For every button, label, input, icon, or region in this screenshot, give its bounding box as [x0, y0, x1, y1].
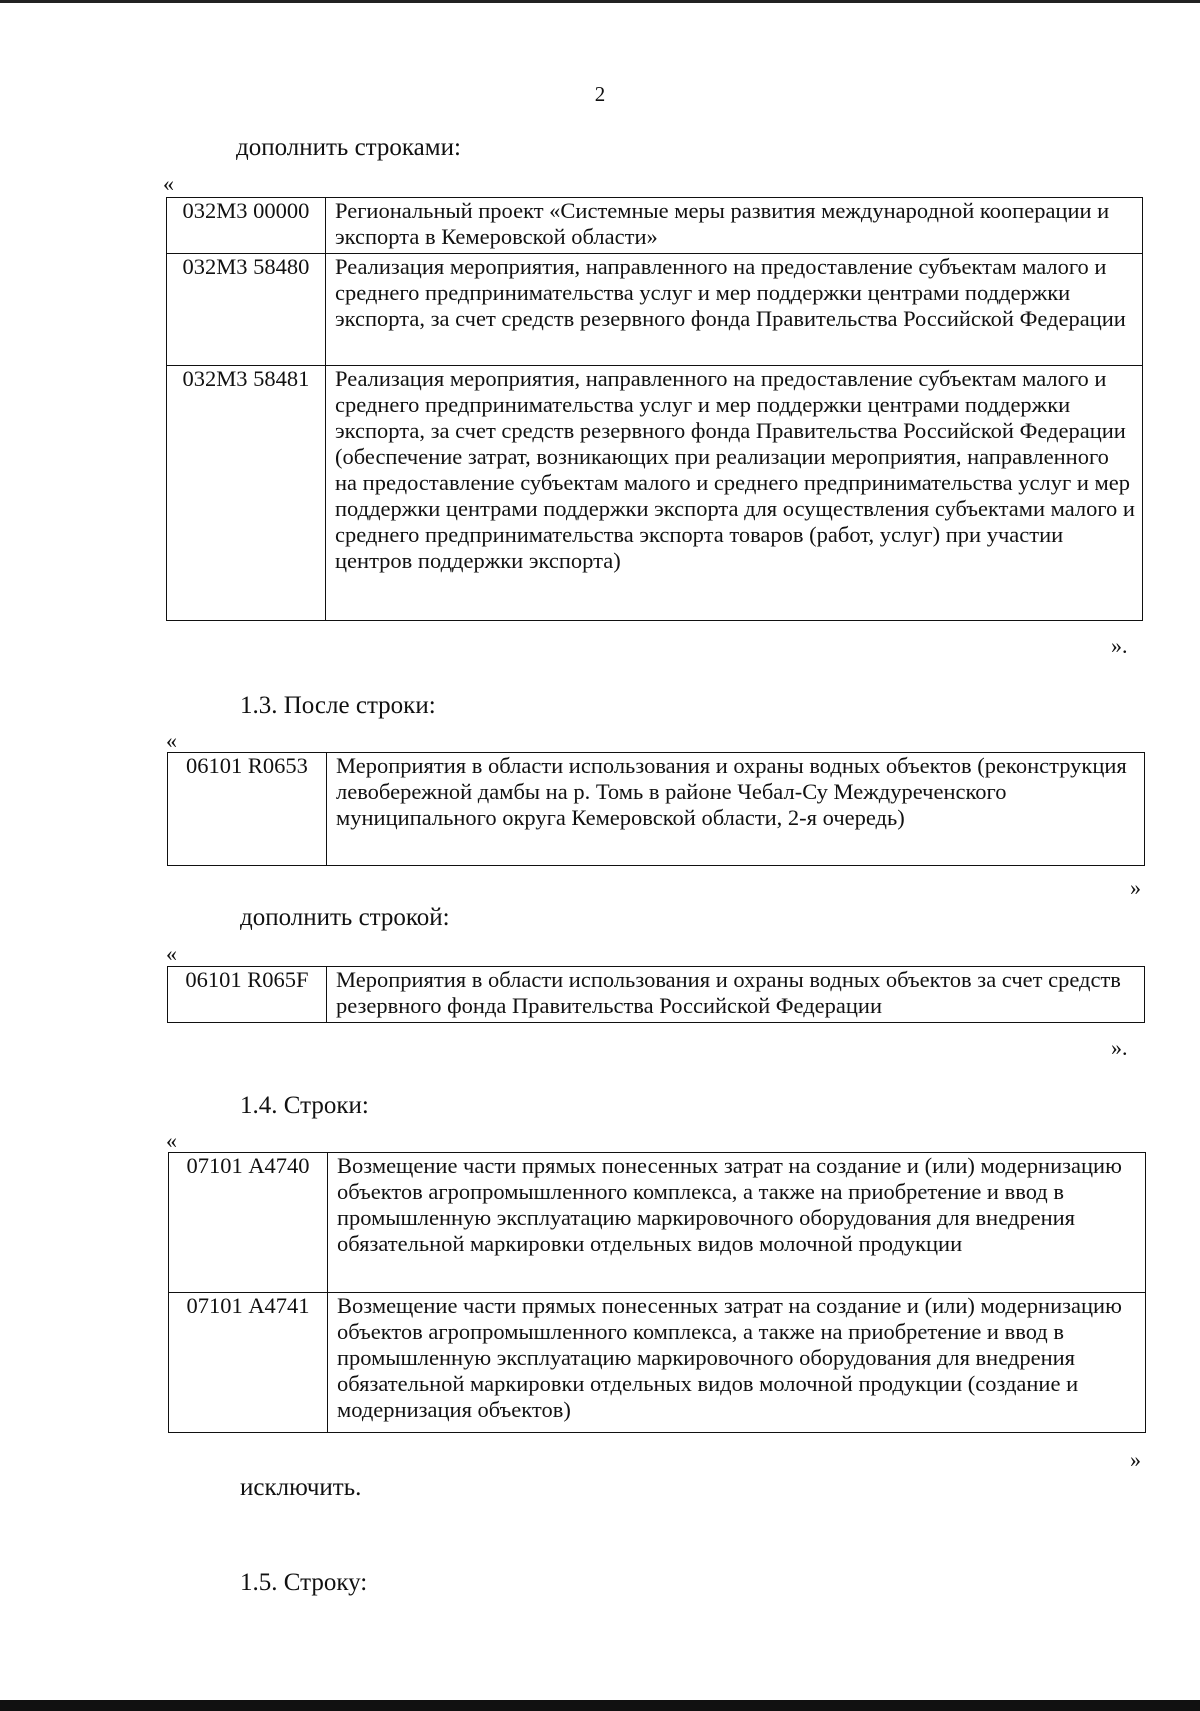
section-heading-add-rows: дополнить строками: [236, 134, 461, 161]
table-row [168, 967, 1145, 1023]
bottom-edge-bar [0, 1700, 1200, 1711]
row-code: 07101 А4740 [169, 1153, 328, 1293]
row-code: 07101 А4741 [169, 1293, 328, 1433]
page-number: 2 [594, 82, 606, 106]
section-heading-row: 1.5. Строку: [240, 1569, 368, 1596]
row-description: Возмещение части прямых понесенных затрат на создание и (или) модернизацию объектов агропромышленного комплекса, а также на приобретение и ввод в промышленную эксплуатацию маркировочного оборудования для внедрения обязательной маркировки отдельных видов молочной продукции (создание и модернизация объектов) [328, 1293, 1146, 1433]
table-row [167, 254, 1143, 366]
close-quote: ». [1111, 1035, 1128, 1060]
row-code: 06101 R065F [168, 967, 327, 1023]
row-description: Реализация мероприятия, направленного на предоставление субъектам малого и среднего предпринимательства услуг и мер поддержки центрами поддержки экспорта, за счет средств резервного фонда Правительства Российской Федерации (обеспечение затрат, возникающих при реализации мероприятия, направленного на предоставление субъектам малого и среднего предпринимательства услуг и мер поддержки центрами поддержки экспорта для осуществления субъектами малого и среднего предпринимательства экспорта товаров (работ, услуг) при участии центров поддержки экспорта) [326, 366, 1143, 621]
table-row [168, 753, 1145, 866]
row-description: Мероприятия в области использования и охраны водных объектов (реконструкция левобережной дамбы на р. Томь в районе Чебал-Су Междуреченского муниципального округа Кемеровской области, 2-я очередь) [327, 753, 1145, 866]
section-heading-add-row: дополнить строкой: [240, 904, 450, 931]
table-row [169, 1153, 1146, 1293]
open-quote: « [163, 171, 174, 196]
row-description: Реализация мероприятия, направленного на предоставление субъектам малого и среднего предпринимательства услуг и мер поддержки центрами поддержки экспорта, за счет средств резервного фонда Правительства Российской Федерации [326, 254, 1143, 366]
row-code: 032М3 58480 [167, 254, 326, 366]
row-code: 06101 R0653 [168, 753, 327, 866]
open-quote: « [166, 941, 177, 966]
top-edge-line [0, 0, 1200, 3]
section-heading-after-row: 1.3. После строки: [240, 692, 436, 719]
row-description: Возмещение части прямых понесенных затрат на создание и (или) модернизацию объектов агропромышленного комплекса, а также на приобретение и ввод в промышленную эксплуатацию маркировочного оборудования для внедрения обязательной маркировки отдельных видов молочной продукции [328, 1153, 1146, 1293]
row-table-dam [167, 752, 1145, 866]
rows-table-milk-marking [168, 1152, 1146, 1433]
close-quote: ». [1111, 633, 1128, 658]
section-heading-rows: 1.4. Строки: [240, 1092, 369, 1119]
open-quote: « [166, 1128, 177, 1153]
row-code: 032М3 58481 [167, 366, 326, 621]
exclude-label: исключить. [240, 1474, 362, 1501]
row-description: Региональный проект «Системные меры развития международной кооперации и экспорта в Кемеровской области» [326, 198, 1143, 254]
close-quote: » [1130, 1447, 1141, 1472]
row-description: Мероприятия в области использования и охраны водных объектов за счет средств резервного фонда Правительства Российской Федерации [327, 967, 1145, 1023]
row-table-reserve-fund [167, 966, 1145, 1023]
table-row [167, 366, 1143, 621]
table-row [167, 198, 1143, 254]
close-quote: » [1130, 875, 1141, 900]
table-row [169, 1293, 1146, 1433]
row-code: 032М3 00000 [167, 198, 326, 254]
open-quote: « [166, 728, 177, 753]
rows-table-export [166, 197, 1143, 621]
